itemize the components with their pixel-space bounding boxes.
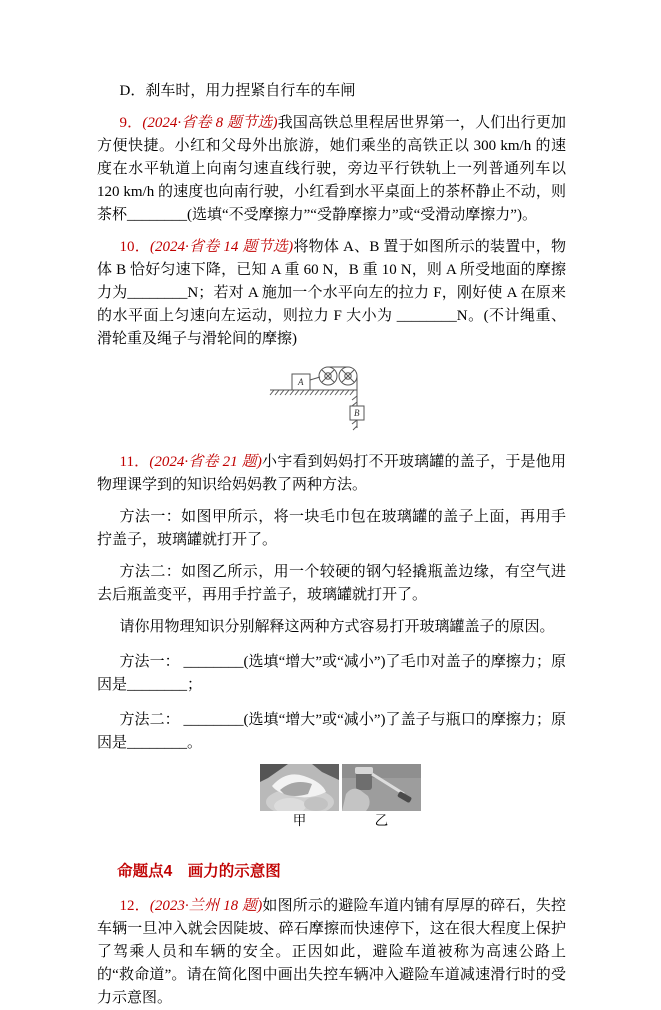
photo-yi-label: 乙 [374, 813, 389, 828]
photo-jia [260, 764, 339, 835]
question-11-blank1: 方法一： ________(选填“增大”或“减小”)了毛巾对盖子的摩擦力；原因是________； [97, 654, 566, 693]
question-11-method2: 方法二：如图乙所示，用一个较硬的钢勺轻撬瓶盖边缘，有空气进去后瓶盖变平，再用手拧盖子，玻璃罐就打开了。 [97, 564, 566, 603]
question-9-text: 我国高铁总里程居世界第一，人们出行更加方便快捷。小红和父母外出旅游，她们乘坐的高铁正以 300 km/h 的速度在水平轨道上向南匀速直线行驶，旁边平行铁轨上一列普通列车以 120 km/h 的速度也向南行驶，小红看到水平桌面上的茶杯静止不动，则茶杯________(选填“不受摩擦力”“受静摩擦力”或“受滑动摩擦力”)。 [97, 115, 566, 223]
question-11-method1: 方法一：如图甲所示，将一块毛巾包在玻璃罐的盖子上面，再用手拧盖子，玻璃罐就打开了。 [97, 509, 566, 548]
question-9 [97, 112, 566, 227]
topic-heading-4: 命题点4 画力的示意图 [117, 863, 281, 880]
photo-jia-image [260, 764, 339, 811]
question-10-number: 10． [119, 239, 150, 255]
question-11-prompt: 请你用物理知识分别解释这两种方式容易打开玻璃罐盖子的原因。 [119, 619, 555, 635]
question-11-tag: (2024·省卷 21 题) [149, 454, 262, 470]
photo-jia-label: 甲 [292, 813, 307, 828]
question-11-blank2: 方法二： ________(选填“增大”或“减小”)了盖子与瓶口的摩擦力；原因是________。 [97, 712, 566, 751]
jar-photos [115, 764, 566, 835]
option-d: D．刹车时，用力捏紧自行车的车闸 [119, 83, 356, 99]
question-10-text: 将物体 A、B 置于如图所示的装置中，物体 B 恰好匀速下降，已知 A 重 60 N，B 重 10 N，则 A 所受地面的摩擦力为________N；若对 A 施加一个水平向左的拉力 F，刚好使 A 在原来的水平面上匀速向左运动，则拉力 F 大小为 ________N。(不计绳重、滑轮重及绳子与滑轮间的摩擦) [97, 239, 566, 347]
question-11 [97, 451, 566, 497]
question-10-tag: (2024·省卷 14 题节选) [149, 239, 294, 255]
question-12 [97, 895, 566, 1010]
pulley-figure [97, 360, 566, 437]
photo-yi-image [342, 764, 421, 811]
pulley-diagram [262, 360, 402, 432]
block-a-label: A [297, 377, 303, 387]
block-b-label: B [353, 408, 359, 418]
question-9-tag: (2024·省卷 8 题节选) [142, 115, 278, 131]
question-9-number: 9． [119, 115, 143, 131]
question-12-number: 12． [119, 898, 150, 914]
photo-yi [342, 764, 421, 835]
question-10 [97, 236, 566, 351]
question-11-number: 11． [119, 454, 150, 470]
question-12-tag: (2023·兰州 18 题) [149, 898, 263, 914]
question-12-text: 如图所示的避险车道内铺有厚厚的碎石，失控车辆一旦冲入就会因陡坡、碎石摩擦而快速停下，这在很大程度上保护了驾乘人员和车辆的安全。正因如此，避险车道被称为高速公路上的“救命道”。请在简化图中画出失控车辆冲入避险车道减速滑行时的受力示意图。 [97, 898, 566, 1006]
question-11-text: 小宇看到妈妈打不开玻璃罐的盖子，于是他用物理课学到的知识给妈妈教了两种方法。 [97, 454, 566, 493]
